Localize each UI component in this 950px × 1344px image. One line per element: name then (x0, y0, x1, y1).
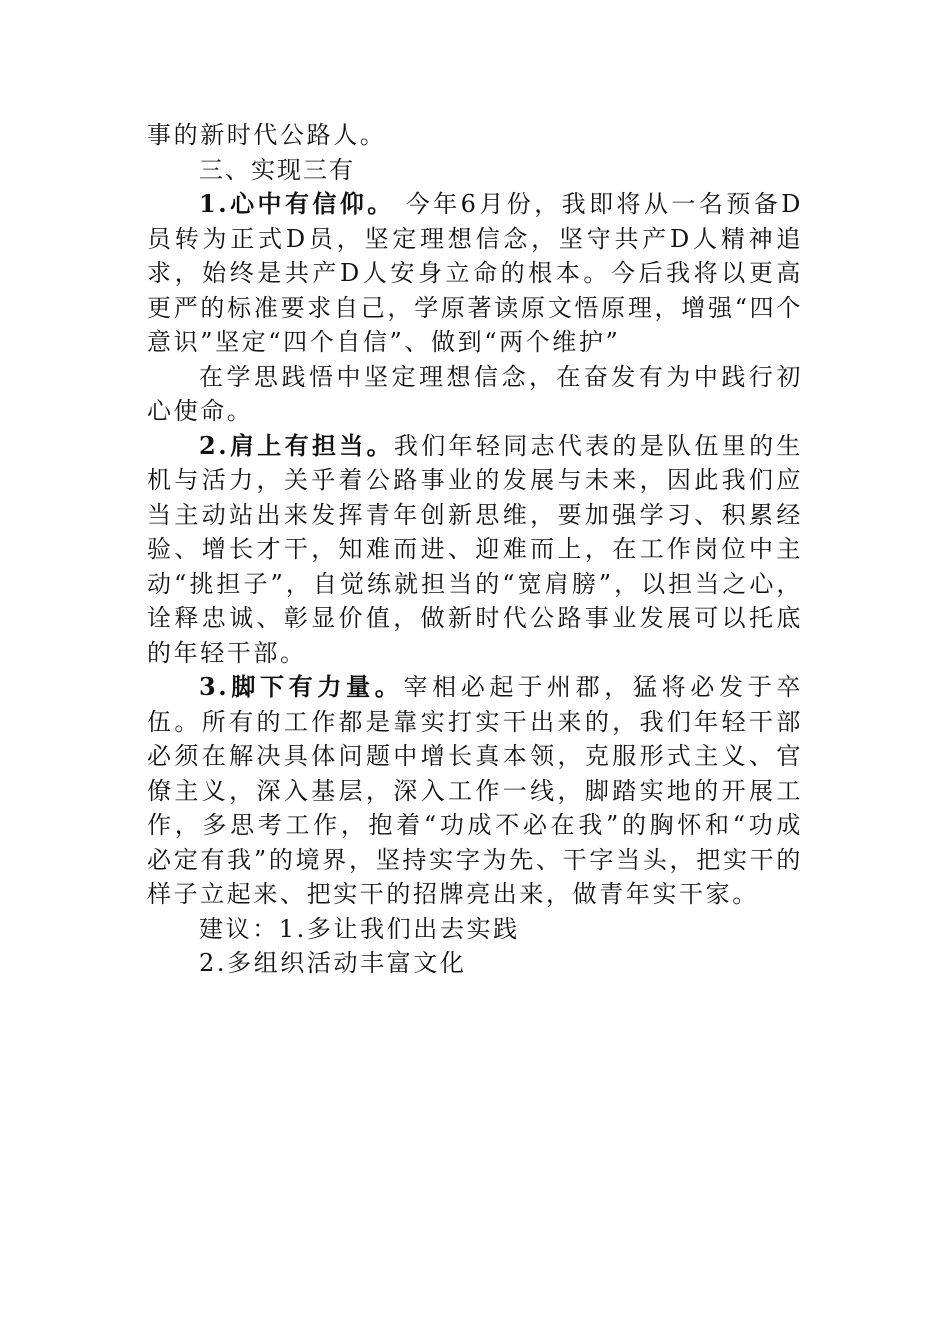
document-body (147, 118, 803, 981)
suggestion-item-2: 2.多组织活动丰富文化 (199, 949, 467, 977)
paragraph-ideals: 在学思践悟中坚定理想信念，在奋发有为中践行初心使命。 (147, 362, 803, 425)
paragraph-faith (147, 187, 803, 360)
paragraph-responsibility (147, 429, 803, 671)
paragraph-continuation: 事的新时代公路人。 (147, 121, 387, 149)
paragraph-text-responsibility: 我们年轻同志代表的是队伍里的生机与活力，关乎着公路事业的发展与未来，因此我们应当主动站出来发挥青年创新思维，要加强学习、积累经验、增长才干，知难而进、迎难而上，在工作岗位中主动“挑担子”，自觉练就担当的“宽肩膀”，以担当之心，诠释忠诚、彰显价值，做新时代公路事业发展可以托底的年轻干部。 (147, 431, 803, 667)
paragraph-strength (147, 670, 803, 912)
paragraph-lead-faith: 1.心中有信仰。 (199, 189, 395, 218)
section-heading: 三、实现三有 (199, 155, 355, 184)
paragraph-text-strength: 宰相必起于州郡，猛将必发于卒伍。所有的工作都是靠实打实干出来的，我们年轻干部必须在解决具体问题中增长真本领，克服形式主义、官僚主义，深入基层，深入工作一线，脚踏实地的开展工作，多思考工作，抱着“功成不必在我”的胸怀和“功成必定有我”的境界，坚持实字为先、干字当头，把实干的样子立起来、把实干的招牌亮出来，做青年实干家。 (147, 673, 803, 908)
paragraph-lead-strength: 3.脚下有力量。 (199, 672, 404, 701)
paragraph-lead-responsibility: 2.肩上有担当。 (199, 430, 394, 460)
suggestion-item-1: 建议：1.多让我们出去实践 (199, 914, 520, 943)
paragraph-text-faith: 今年6月份，我即将从一名预备D员转为正式D员，坚定理想信念，坚守共产D人精神追求，始终是共产D人安身立命的根本。今后我将以更高更严的标准要求自己，学原著读原文悟原理，增强“四个意识”坚定“四个自信”、做到“两个维护” (147, 190, 803, 356)
